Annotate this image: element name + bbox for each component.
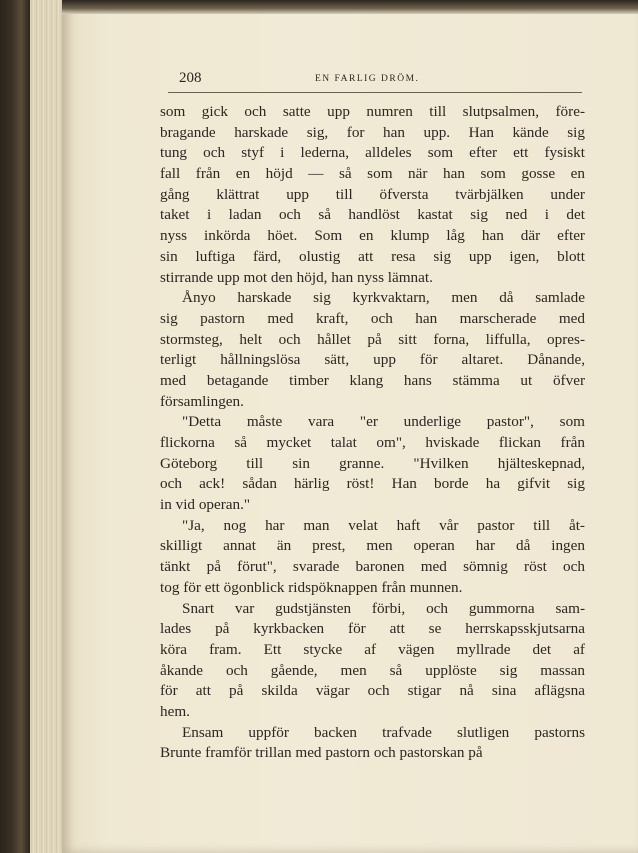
text-line: sin luftiga färd, olustig att resa sig upp igen, blott [160, 247, 585, 265]
text-line: tog för ett ögonblick ridspöknappen från munnen. [160, 578, 463, 596]
text-line: skilligt annat än prest, men operan har då ingen [160, 537, 585, 555]
text-line: sig pastorn med kraft, och han marscherade med [160, 309, 585, 327]
page-header [175, 70, 595, 88]
text-line: bragande harskade sig, for han upp. Han kände sig [160, 123, 585, 141]
text-line: för att på skilda vägar och stigar nå sina aflägsna [160, 682, 585, 700]
text-line: Göteborg till sin granne. "Hvilken hjälteskepnad, [160, 454, 585, 472]
body-text [160, 102, 585, 764]
text-line: terligt hållningslösa sätt, upp för altaret. Dånande, [160, 351, 585, 369]
text-line: nyss inkörda höet. Som en klump låg han där efter [160, 227, 585, 245]
text-line: åkande och gående, men så upplöste sig massan [160, 661, 585, 679]
text-line: Ånyo harskade sig kyrkvaktarn, men då samlade [182, 289, 585, 307]
page-top-shadow [62, 0, 638, 14]
running-head: EN FARLIG DRÖM. [315, 74, 420, 84]
text-line: Ensam uppför backen trafvade slutligen pastorns [182, 723, 585, 741]
text-line: Brunte framför trillan med pastorn och pastorskan på [160, 744, 483, 762]
text-line: gång klättrat upp till öfversta tvärbjälken under [160, 185, 585, 203]
text-line: med betagande timber klang hans stämma ut öfver [160, 371, 585, 389]
text-line: hem. [160, 702, 190, 720]
header-rule [168, 92, 582, 93]
text-line: köra fram. Ett stycke af vägen myllrade det af [160, 640, 585, 658]
text-line: församlingen. [160, 392, 244, 410]
book-spine [0, 0, 30, 853]
text-line: flickorna så mycket talat om", hviskade flickan från [160, 434, 585, 451]
page-number: 208 [179, 70, 202, 86]
text-line: in vid operan." [160, 496, 251, 514]
text-line: Snart var gudstjänsten förbi, och gummorna sam- [182, 599, 585, 617]
text-line: "Ja, nog har man velat haft vår pastor till åt- [182, 516, 585, 534]
text-line: lades på kyrkbacken för att se herrskapsskjutsarna [160, 620, 585, 638]
text-line: "Detta måste vara "er underlige pastor", som [182, 413, 585, 431]
text-line: tänkt på förut", svarade baronen med sömnig röst och [160, 558, 585, 576]
text-line: tung och styf i lederna, alldeles som efter ett fysiskt [160, 144, 585, 162]
text-line: fall från en höjd — så som när han som gosse en [160, 165, 585, 183]
text-line: som gick och satte upp numren till slutpsalmen, före- [160, 103, 585, 120]
text-line: stormsteg, helt och hållet på sitt forna, liffulla, opres- [160, 330, 585, 348]
text-line: taket i ladan och så handlöst kastat sig ned i det [160, 206, 585, 224]
text-line: och ack! sådan härlig röst! Han borde ha gifvit sig [160, 475, 585, 493]
text-line: stirrande upp mot den höjd, han nyss lämnat. [160, 268, 433, 286]
